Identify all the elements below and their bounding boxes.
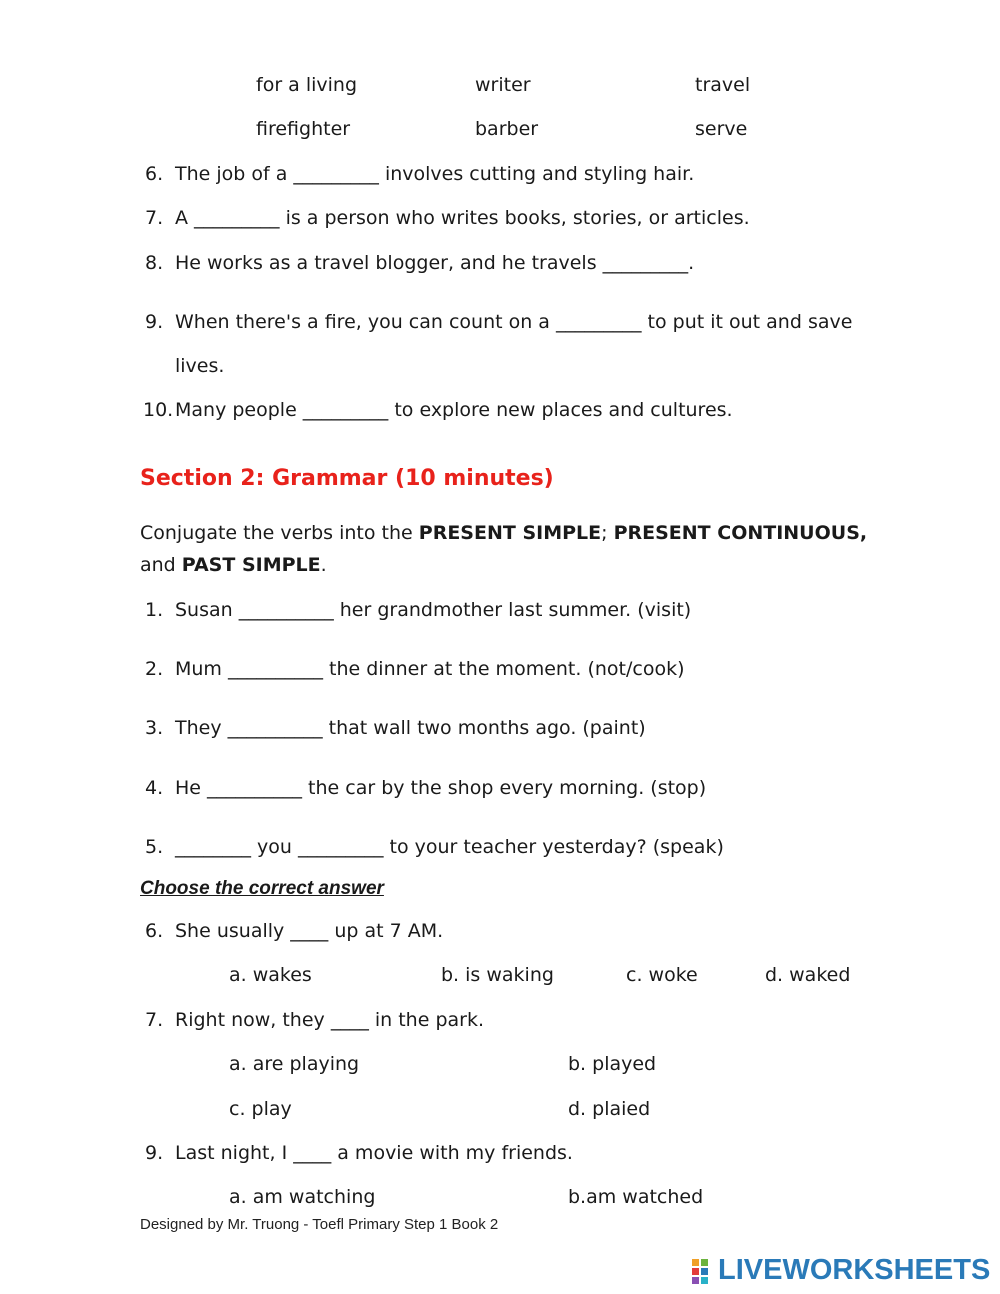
question-number: 3.	[145, 717, 164, 739]
question-number: 4.	[145, 777, 164, 799]
question-text: She usually ____ up at 7 AM.	[175, 920, 444, 942]
question-text: They __________ that wall two months ago. (paint)	[175, 717, 646, 739]
answer-option[interactable]: b. played	[568, 1053, 657, 1075]
word-bank-item: writer	[475, 74, 531, 96]
question-text: He works as a travel blogger, and he travels _________.	[175, 252, 695, 274]
word-bank-item: travel	[695, 74, 751, 96]
question-number: 6.	[145, 163, 164, 185]
logo-text: LIVEWORKSHEETS	[718, 1254, 991, 1286]
question-text-continued: lives.	[175, 355, 225, 377]
question-number: 5.	[145, 836, 164, 858]
question-text: Mum __________ the dinner at the moment. (not/cook)	[175, 658, 685, 680]
question-number: 10.	[143, 399, 174, 421]
instr-text: ;	[601, 522, 614, 544]
footer-credit: Designed by Mr. Truong - Toefl Primary Step 1 Book 2	[140, 1216, 499, 1233]
instructions-line-1	[140, 524, 867, 543]
word-bank-item: barber	[475, 118, 539, 140]
section-title: Section 2: Grammar (10 minutes)	[140, 466, 554, 491]
question-text: He __________ the car by the shop every morning. (stop)	[175, 777, 707, 799]
question-number: 1.	[145, 599, 164, 621]
answer-option[interactable]: d. waked	[765, 964, 851, 986]
question-number: 7.	[145, 207, 164, 229]
answer-option[interactable]: a. am watching	[229, 1186, 376, 1208]
question-text: When there's a fire, you can count on a _________ to put it out and save	[175, 311, 853, 333]
question-number: 2.	[145, 658, 164, 680]
question-number: 9.	[145, 311, 164, 333]
liveworksheets-logo[interactable]	[692, 1254, 992, 1286]
answer-option[interactable]: a. are playing	[229, 1053, 360, 1075]
answer-option[interactable]: c. woke	[626, 964, 698, 986]
instr-bold: PAST SIMPLE	[181, 554, 321, 576]
question-number: 6.	[145, 920, 164, 942]
question-text: ________ you _________ to your teacher yesterday? (speak)	[175, 836, 724, 858]
question-text: Right now, they ____ in the park.	[175, 1009, 485, 1031]
answer-option[interactable]: c. play	[229, 1098, 292, 1120]
word-bank-item: firefighter	[256, 118, 351, 140]
subsection-heading: Choose the correct answer	[140, 878, 384, 899]
question-number: 9.	[145, 1142, 164, 1164]
question-number: 7.	[145, 1009, 164, 1031]
instr-bold: PRESENT CONTINUOUS,	[613, 522, 868, 544]
instructions-line-2	[140, 556, 327, 575]
question-text: A _________ is a person who writes books, stories, or articles.	[175, 207, 750, 229]
question-text: The job of a _________ involves cutting and styling hair.	[175, 163, 695, 185]
answer-option[interactable]: b.am watched	[568, 1186, 704, 1208]
answer-option[interactable]: b. is waking	[441, 964, 554, 986]
question-text: Many people _________ to explore new places and cultures.	[175, 399, 733, 421]
instr-text: and	[140, 554, 182, 576]
instr-text: Conjugate the verbs into the	[140, 522, 419, 544]
answer-option[interactable]: a. wakes	[229, 964, 312, 986]
answer-option[interactable]: d. plaied	[568, 1098, 651, 1120]
instr-text: .	[320, 554, 327, 576]
instr-bold: PRESENT SIMPLE	[418, 522, 602, 544]
word-bank-item: for a living	[256, 74, 358, 96]
question-text: Susan __________ her grandmother last summer. (visit)	[175, 599, 692, 621]
word-bank-item: serve	[695, 118, 748, 140]
question-number: 8.	[145, 252, 164, 274]
question-text: Last night, I ____ a movie with my friends.	[175, 1142, 573, 1164]
